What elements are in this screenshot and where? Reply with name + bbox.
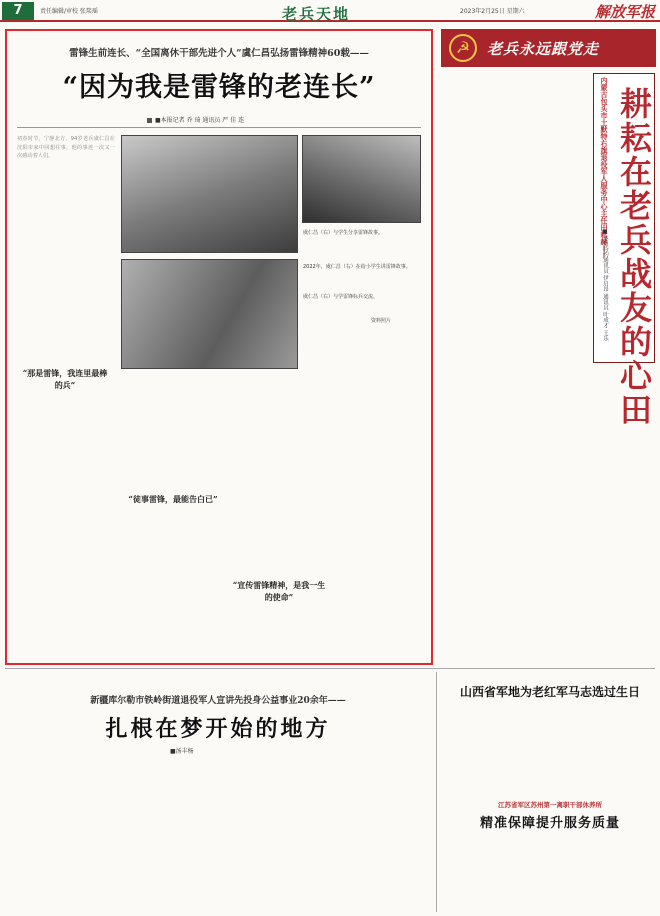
news-brief-2-title[interactable]: 精准保障提升服务质量 [479,816,620,831]
sidebar-byline: ■本报特约通讯员 伊启昂 通讯员 叶成才 王乐 [602,229,608,341]
photo-collage [121,135,421,371]
bottom-article-title[interactable]: 扎根在梦开始的地方 [105,716,331,742]
byline-text: ■本报记者 乔 琦 通讯员 严 佳 连 [155,117,245,124]
divider [17,127,421,128]
intro-text: 初春时节，宁静北方，94岁老兵虞仁昌在沈阳市家中回想往事，他的事迹一次又一次感动着人们。 [17,136,115,160]
bottom-article-kicker: 新疆库尔勒市铁岭街道退役军人宣讲先投身公益事业20余年—— [90,696,346,706]
party-emblem-icon: ☭ [449,34,477,62]
news-brief-body [445,702,655,794]
article-kicker: 雷锋生前连长、“全国离休干部先进个人”虞仁昌弘扬雷锋精神60载—— [69,48,369,59]
photo-3 [121,259,298,369]
subhead-1: “那是雷锋，我连里最棒的兵” [22,368,108,390]
section-title: 老兵天地 [282,5,351,23]
newspaper-logo: 解放军报 [595,3,656,21]
news-brief-title[interactable]: 山西省军地为老红军马志选过生日 [459,685,640,699]
divider-horizontal [5,668,655,669]
page-number: 7 [2,2,34,20]
byline-mark-icon [147,118,152,123]
news-brief-2-body [445,834,655,912]
photo-caption-3: 虞仁昌（右）与学雷锋标兵交流。 [303,294,379,300]
banner-title: 老兵永远跟党走 [487,40,600,58]
sidebar-article[interactable] [441,29,656,665]
photo-caption-1: 虞仁昌（右）与学生分享雷锋故事。 [303,230,384,236]
sidebar-kicker: 内蒙古包头市土默特右旗退役军人服务中心主任田耘赫—— [600,77,609,259]
photo-credit: 资料照片 [371,318,392,324]
news-brief-2-kicker: 江苏省军区苏州第一离职干部休养所 [498,801,602,809]
sidebar-body [441,73,587,663]
sidebar-title: 耕耘在老兵战友的心田 [615,87,653,427]
sidebar-banner [441,29,656,67]
editor-meta: 责任编辑/审校 张琰瑶 [40,8,98,15]
subhead-3: “宣传雷锋精神，是我一生的使命” [232,580,326,602]
main-article[interactable] [5,29,433,665]
photo-caption-2: 2022年，虞仁昌（右）在给小学生讲雷锋故事。 [303,264,411,270]
page-header [0,0,660,22]
divider-vertical [436,672,437,912]
body-column-1 [17,135,115,361]
article-byline [147,115,244,124]
issue-date: 2023年2月25日 星期六 [460,8,525,15]
photo-2 [302,135,421,223]
bottom-article-byline: ■汤丰杨 [170,748,194,755]
article-title: “因为我是雷锋的老连长” [62,72,376,103]
photo-1 [121,135,298,253]
subhead-2: “徒事雷锋，最能告白已” [128,494,218,504]
bottom-article-body [14,760,424,910]
